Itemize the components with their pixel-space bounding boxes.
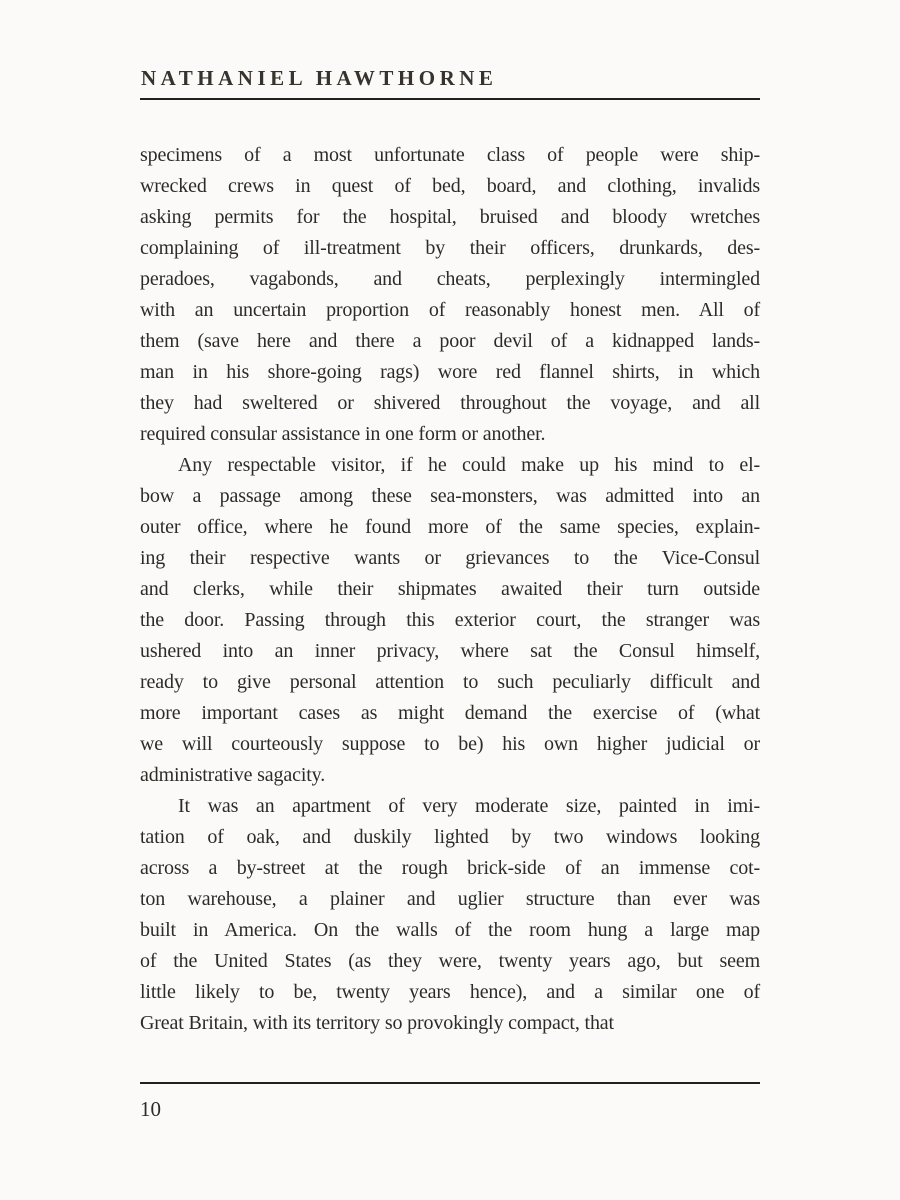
text-line: the door. Passing through this exterior court, the stranger was — [140, 609, 760, 631]
page-number: 10 — [140, 1097, 161, 1121]
text-line: complaining of ill-treatment by their officers, drunkards, des- — [140, 237, 760, 259]
text-line: specimens of a most unfortunate class of people were ship- — [140, 144, 760, 166]
running-header — [140, 0, 760, 100]
text-line: with an uncertain proportion of reasonably honest men. All of — [140, 299, 760, 321]
text-line: asking permits for the hospital, bruised and bloody wretches — [140, 206, 760, 228]
text-line: required consular assistance in one form or another. — [140, 423, 546, 445]
text-line: ing their respective wants or grievances to the Vice-Consul — [140, 547, 760, 569]
text-line: of the United States (as they were, twenty years ago, but seem — [140, 950, 760, 972]
text-line: administrative sagacity. — [140, 764, 326, 786]
text-line: outer office, where he found more of the same species, explain- — [140, 516, 760, 538]
text-line: peradoes, vagabonds, and cheats, perplexingly intermingled — [140, 268, 760, 290]
text-line: built in America. On the walls of the room hung a large map — [140, 919, 760, 941]
paragraph — [140, 450, 760, 791]
footer-rule — [140, 1082, 760, 1084]
text-line: more important cases as might demand the exercise of (what — [140, 702, 760, 724]
text-line: they had sweltered or shivered throughout the voyage, and all — [140, 392, 760, 414]
text-line: across a by-street at the rough brick-side of an immense cot- — [140, 857, 760, 879]
text-line: bow a passage among these sea-monsters, was admitted into an — [140, 485, 760, 507]
text-line: Great Britain, with its territory so provokingly compact, that — [140, 1012, 614, 1034]
paragraph — [140, 140, 760, 450]
text-line: ton warehouse, a plainer and uglier structure than ever was — [140, 888, 760, 910]
text-line: ready to give personal attention to such peculiarly difficult and — [140, 671, 760, 693]
text-line: them (save here and there a poor devil of a kidnapped lands- — [140, 330, 760, 352]
text-line: we will courteously suppose to be) his own higher judicial or — [140, 733, 760, 755]
paragraph — [140, 791, 760, 1039]
text-line: wrecked crews in quest of bed, board, and clothing, invalids — [140, 175, 760, 197]
text-line: and clerks, while their shipmates awaited their turn outside — [140, 578, 760, 600]
text-line: ushered into an inner privacy, where sat the Consul himself, — [140, 640, 760, 662]
page-title: NATHANIEL HAWTHORNE — [141, 66, 498, 90]
text-line: man in his shore-going rags) wore red flannel shirts, in which — [140, 361, 760, 383]
header-rule — [140, 98, 760, 100]
text-line: little likely to be, twenty years hence), and a similar one of — [140, 981, 760, 1003]
page-content — [140, 0, 760, 1039]
text-line: Any respectable visitor, if he could make up his mind to el- — [178, 454, 760, 476]
text-line: It was an apartment of very moderate size, painted in imi- — [178, 795, 760, 817]
page-footer — [140, 1082, 760, 1122]
text-line: tation of oak, and duskily lighted by two windows looking — [140, 826, 760, 848]
page-body — [140, 140, 760, 1039]
